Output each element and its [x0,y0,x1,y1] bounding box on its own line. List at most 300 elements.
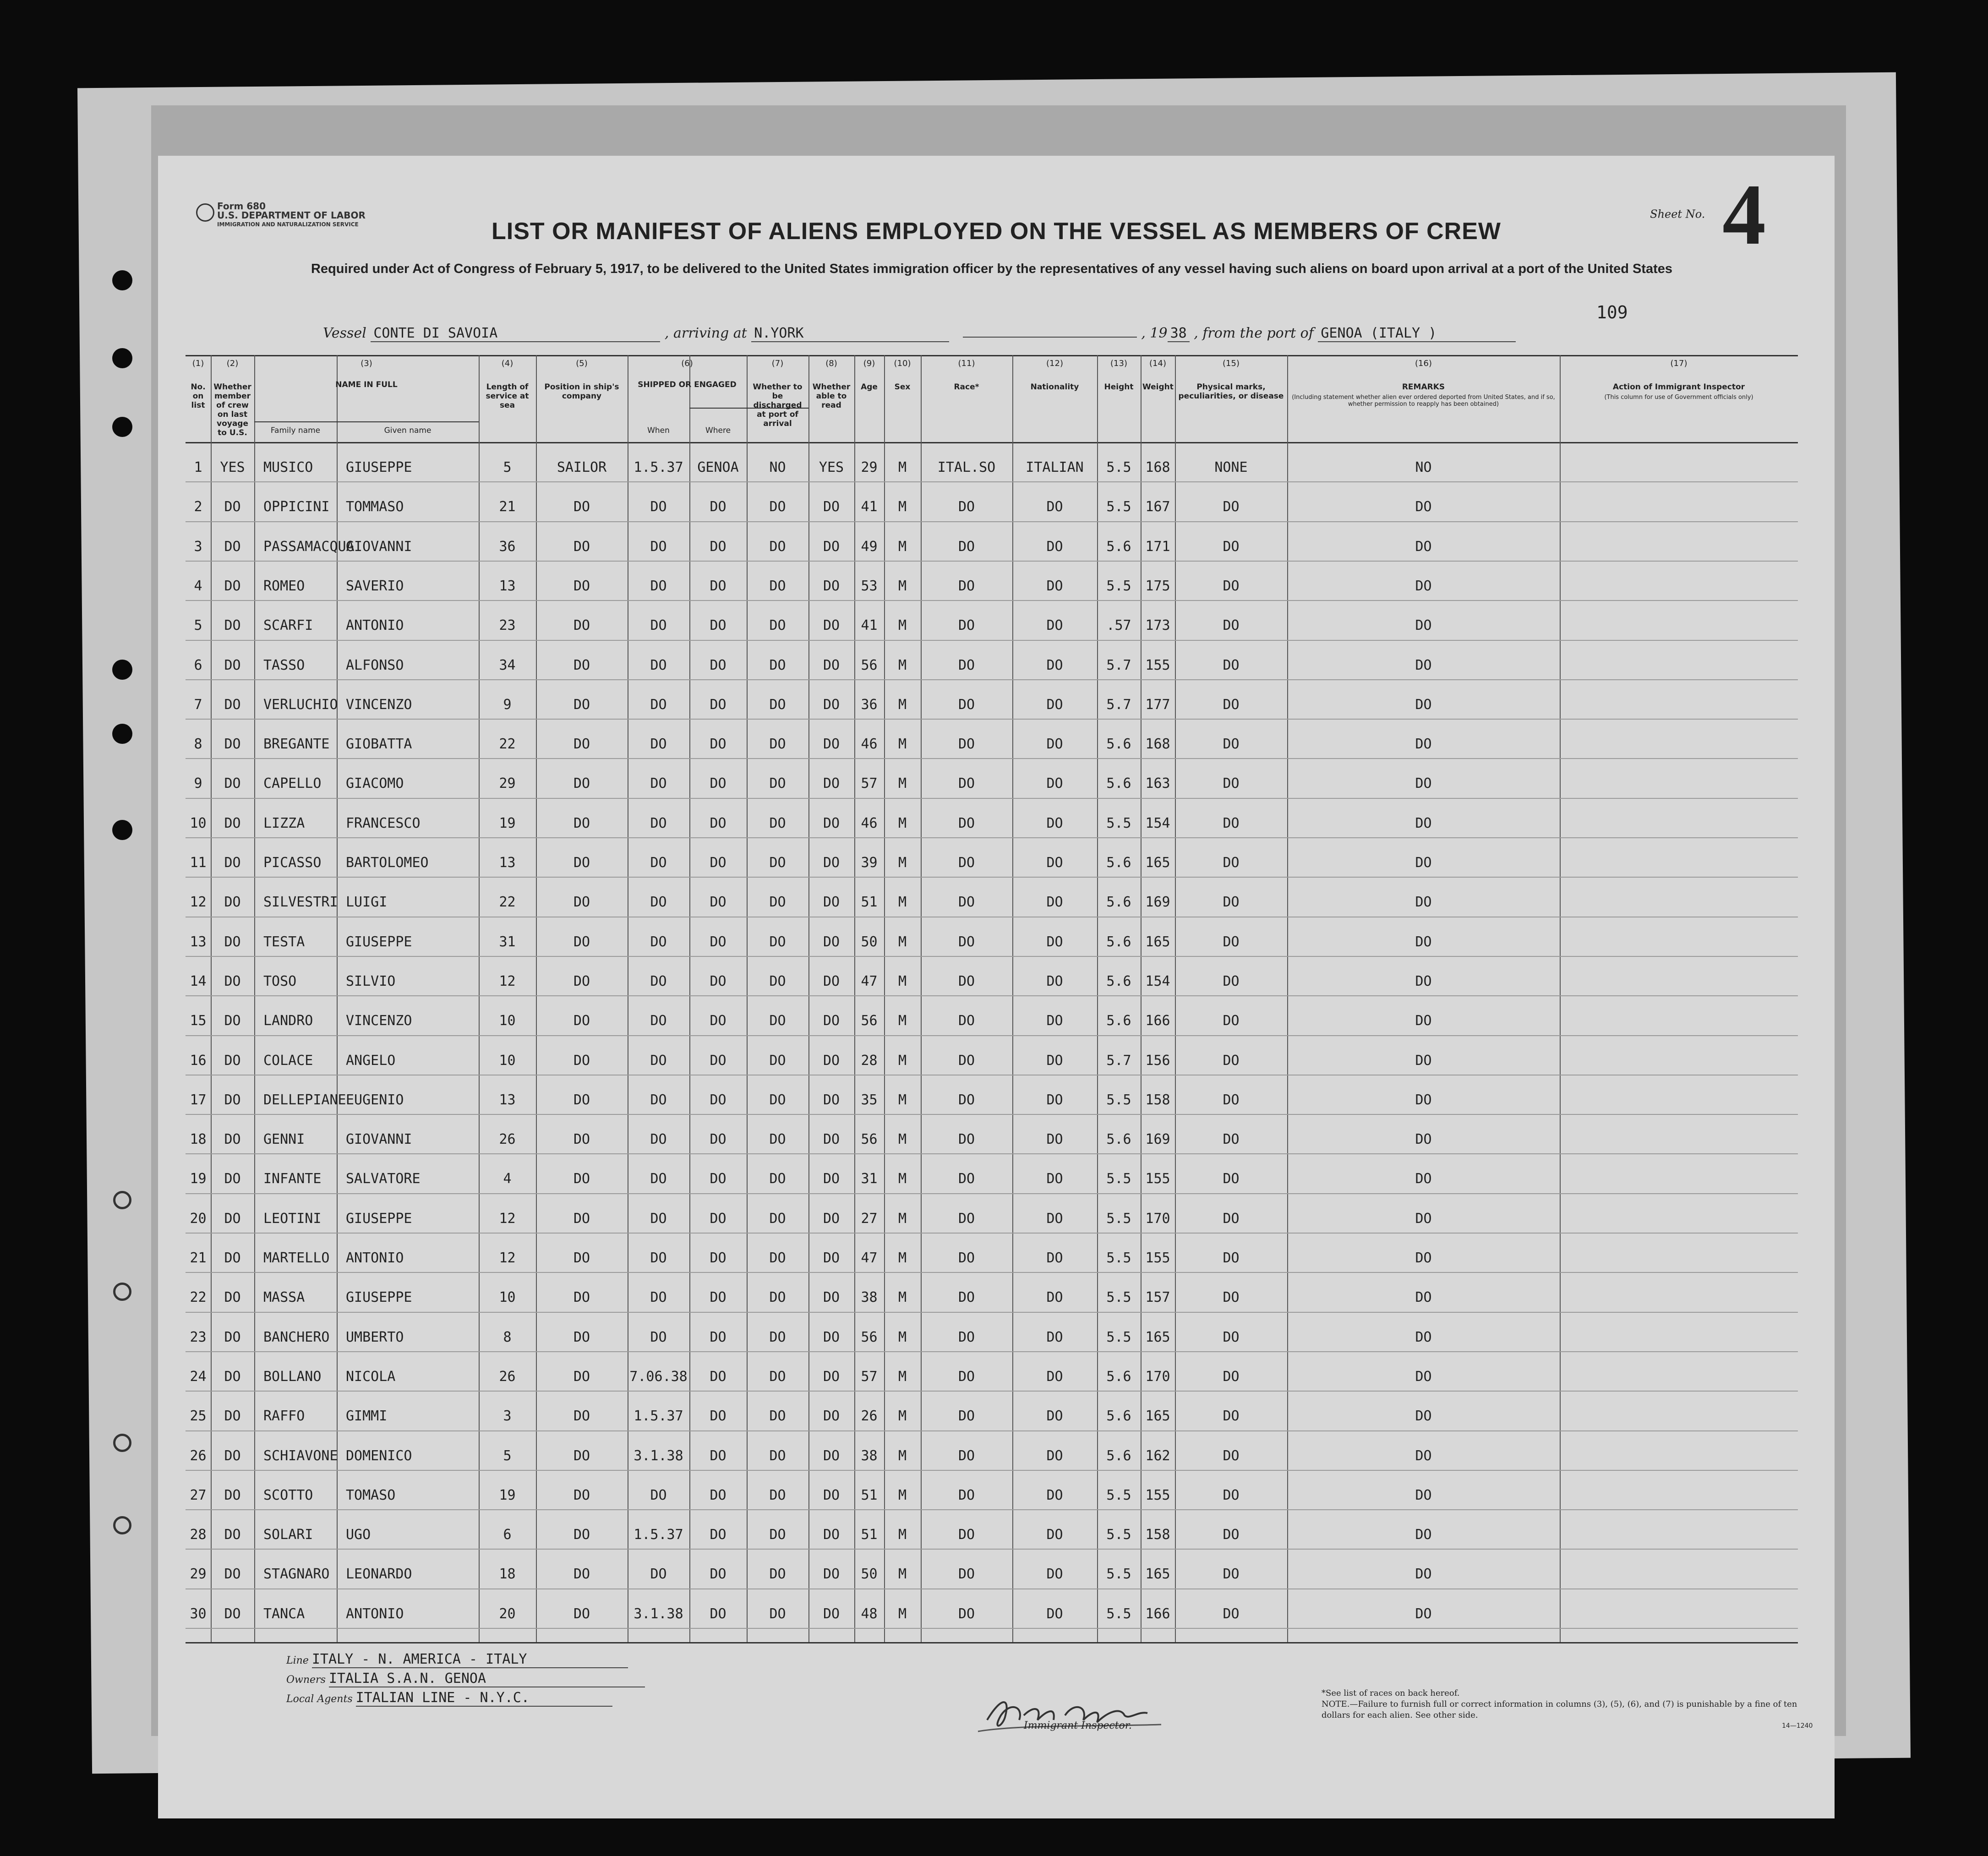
cell-service: 19 [499,1487,516,1503]
cell-prev: DO [224,1013,241,1029]
cell-position: DO [573,1092,590,1108]
cell-remarks: DO [1415,1250,1432,1266]
cell-sex: M [898,578,907,594]
cell-weight: 154 [1145,973,1170,989]
row-divider [186,1114,1798,1115]
cell-no: 14 [190,973,207,989]
cell-service: 9 [503,696,512,713]
cell-position: DO [573,1289,590,1306]
cell-no: 2 [194,499,202,515]
cell-remarks: DO [1415,815,1432,831]
cell-weight: 165 [1145,855,1170,871]
cell-height: 5.6 [1106,1131,1131,1148]
cell-family: OPPICINI [263,499,330,515]
cell-weight: 167 [1145,499,1170,515]
cell-given: GIUSEPPE [346,1210,412,1227]
cell-race: DO [958,1527,975,1543]
cell-read: DO [823,1131,840,1148]
punch-hole [112,417,132,437]
cell-race: DO [958,1368,975,1385]
cell-height: 5.6 [1106,1013,1131,1029]
cell-sex: M [898,657,907,673]
cell-service: 3 [503,1408,512,1425]
row-divider [186,798,1798,799]
cell-prev: DO [224,973,241,989]
cell-weight: 165 [1145,933,1170,950]
cell-sex: M [898,1052,907,1069]
cell-age: 35 [861,1092,878,1108]
column-number: (5) [576,359,588,368]
cell-marks: DO [1223,1250,1240,1266]
cell-race: DO [958,775,975,792]
cell-height: 5.6 [1106,1408,1131,1425]
cell-age: 56 [861,1131,878,1148]
cell-height: 5.6 [1106,1368,1131,1385]
cell-nationality: DO [1046,1289,1063,1306]
cell-sex: M [898,894,907,911]
blank-field [963,337,1137,338]
cell-remarks: DO [1415,973,1432,989]
cell-given: LUIGI [346,894,388,911]
cell-height: 5.7 [1106,696,1131,713]
cell-position: DO [573,1605,590,1622]
cell-when: DO [650,696,667,713]
cell-no: 19 [190,1171,207,1187]
column-number: (17) [1670,359,1688,368]
cell-no: 30 [190,1605,207,1622]
cell-where: DO [710,696,726,713]
cell-position: DO [573,973,590,989]
departure-port: GENOA (ITALY ) [1318,325,1516,342]
cell-weight: 165 [1145,1329,1170,1345]
cell-discharge: DO [769,1566,786,1583]
cell-when: DO [650,657,667,673]
cell-marks: DO [1223,1013,1240,1029]
cell-no: 9 [194,775,202,792]
cell-where: DO [710,775,726,792]
cell-read: DO [823,933,840,950]
cell-remarks: DO [1415,1368,1432,1385]
cell-no: 22 [190,1289,207,1306]
cell-age: 41 [861,617,878,634]
cell-when: DO [650,933,667,950]
cell-remarks: DO [1415,696,1432,713]
cell-position: DO [573,1250,590,1266]
cell-read: DO [823,815,840,831]
cell-marks: DO [1223,933,1240,950]
column-number: (11) [958,359,975,368]
cell-family: INFANTE [263,1171,322,1187]
owners-value: ITALIA S.A.N. GENOA [329,1670,645,1687]
cell-where: DO [710,1250,726,1266]
cell-read: DO [823,1013,840,1029]
cell-age: 56 [861,1013,878,1029]
cell-no: 24 [190,1368,207,1385]
cell-where: DO [710,1289,726,1306]
cell-marks: DO [1223,736,1240,753]
cell-where: DO [710,1527,726,1543]
cell-marks: DO [1223,1605,1240,1622]
cell-prev: DO [224,775,241,792]
column-number: (7) [771,359,784,368]
vessel-line [323,325,1516,342]
cell-nationality: DO [1046,1250,1063,1266]
cell-race: DO [958,736,975,753]
cell-height: 5.6 [1106,538,1131,555]
cell-discharge: DO [769,1605,786,1622]
cell-given: ANTONIO [346,1250,404,1266]
cell-family: DELLEPIANE [263,1092,346,1108]
cell-when: DO [650,1487,667,1503]
cell-no: 4 [194,578,202,594]
cell-race: DO [958,1171,975,1187]
cell-discharge: DO [769,775,786,792]
cell-prev: DO [224,1566,241,1583]
cell-weight: 169 [1145,1131,1170,1148]
cell-remarks: DO [1415,499,1432,515]
cell-sex: M [898,1250,907,1266]
cell-no: 16 [190,1052,207,1069]
cell-where: GENOA [697,459,739,475]
cell-height: 5.5 [1106,1289,1131,1306]
cell-prev: DO [224,578,241,594]
cell-position: DO [573,1447,590,1464]
cell-sex: M [898,933,907,950]
cell-when: DO [650,973,667,989]
cell-given: BARTOLOMEO [346,855,429,871]
cell-marks: DO [1223,1408,1240,1425]
column-header: Sex [894,382,911,392]
cell-nationality: DO [1046,1447,1063,1464]
cell-remarks: DO [1415,1447,1432,1464]
punch-hole [112,348,132,368]
cell-when: DO [650,1013,667,1029]
cell-height: 5.6 [1106,973,1131,989]
cell-height: 5.5 [1106,1210,1131,1227]
cell-weight: 166 [1145,1013,1170,1029]
cell-marks: DO [1223,1487,1240,1503]
cell-height: 5.6 [1106,736,1131,753]
cell-read: DO [823,1329,840,1345]
cell-discharge: DO [769,538,786,555]
cell-when: DO [650,499,667,515]
crew-table [186,355,1798,1642]
cell-sex: M [898,1171,907,1187]
cell-no: 6 [194,657,202,673]
cell-remarks: DO [1415,1092,1432,1108]
cell-given: GIUSEPPE [346,459,412,475]
punch-hole [113,1191,131,1209]
cell-read: DO [823,1527,840,1543]
cell-nationality: DO [1046,973,1063,989]
cell-age: 46 [861,815,878,831]
cell-nationality: DO [1046,894,1063,911]
cell-nationality: DO [1046,855,1063,871]
cell-sex: M [898,1329,907,1345]
cell-no: 20 [190,1210,207,1227]
cell-race: DO [958,1408,975,1425]
cell-race: DO [958,1605,975,1622]
row-divider [186,640,1798,641]
cell-position: DO [573,736,590,753]
cell-no: 8 [194,736,202,753]
cell-position: DO [573,578,590,594]
column-number: (4) [501,359,513,368]
inspector-label: Immigrant Inspector. [1024,1720,1132,1731]
cell-height: 5.6 [1106,775,1131,792]
cell-where: DO [710,1210,726,1227]
cell-weight: 155 [1145,1171,1170,1187]
cell-family: BANCHERO [263,1329,330,1345]
cell-where: DO [710,736,726,753]
cell-read: DO [823,1210,840,1227]
cell-when: 3.1.38 [634,1605,683,1622]
cell-service: 18 [499,1566,516,1583]
cell-given: UGO [346,1527,371,1543]
header-bottom-border [186,442,1798,443]
cell-read: DO [823,1566,840,1583]
cell-family: STAGNARO [263,1566,330,1583]
form-number: Form 680 [217,201,266,212]
cell-read: DO [823,578,840,594]
row-divider [186,837,1798,838]
cell-age: 28 [861,1052,878,1069]
column-divider [1560,355,1561,1642]
cell-marks: DO [1223,1368,1240,1385]
cell-read: DO [823,1408,840,1425]
cell-sex: M [898,855,907,871]
cell-service: 20 [499,1605,516,1622]
row-divider [186,1628,1798,1629]
cell-position: DO [573,1368,590,1385]
cell-nationality: DO [1046,499,1063,515]
cell-where: DO [710,538,726,555]
row-divider [186,521,1798,522]
cell-where: DO [710,1447,726,1464]
cell-service: 26 [499,1368,516,1385]
cell-no: 25 [190,1408,207,1425]
row-divider [186,1549,1798,1550]
cell-family: TASSO [263,657,305,673]
cell-height: 5.6 [1106,855,1131,871]
cell-sex: M [898,1487,907,1503]
cell-marks: DO [1223,578,1240,594]
column-header: NAME IN FULL [335,380,398,389]
cell-height: 5.7 [1106,1052,1131,1069]
cell-when: DO [650,1171,667,1187]
cell-position: DO [573,1052,590,1069]
cell-when: DO [650,1329,667,1345]
cell-discharge: DO [769,933,786,950]
cell-age: 27 [861,1210,878,1227]
cell-position: DO [573,1566,590,1583]
cell-remarks: DO [1415,1289,1432,1306]
line-label: Line [286,1655,309,1666]
cell-marks: DO [1223,775,1240,792]
cell-position: DO [573,1131,590,1148]
cell-remarks: DO [1415,855,1432,871]
cell-no: 11 [190,855,207,871]
cell-given: ANGELO [346,1052,396,1069]
cell-marks: DO [1223,1171,1240,1187]
races-note: *See list of races on back hereof. [1322,1688,1460,1698]
cell-when: DO [650,538,667,555]
page-number: 109 [1596,302,1628,322]
penalty-note: NOTE.—Failure to furnish full or correct information in columns (3), (5), (6), and (7) is punishable by a fine of ten dollars for each alien. See other side. [1322,1699,1797,1720]
cell-sex: M [898,499,907,515]
cell-read: DO [823,696,840,713]
cell-position: DO [573,933,590,950]
column-header: Weight [1142,382,1174,392]
year-label: , 19 [1141,325,1168,341]
cell-discharge: DO [769,1527,786,1543]
row-divider [186,1351,1798,1352]
column-header: Whether to be discharged at port of arrival [753,382,803,428]
cell-family: MASSA [263,1289,305,1306]
cell-age: 39 [861,855,878,871]
cell-no: 28 [190,1527,207,1543]
cell-discharge: DO [769,1289,786,1306]
cell-family: BREGANTE [263,736,330,753]
cell-nationality: DO [1046,1605,1063,1622]
cell-weight: 158 [1145,1092,1170,1108]
cell-read: DO [823,1171,840,1187]
cell-position: DO [573,1329,590,1345]
cell-when: DO [650,1289,667,1306]
cell-service: 12 [499,1210,516,1227]
cell-read: DO [823,1447,840,1464]
cell-family: MARTELLO [263,1250,330,1266]
cell-prev: DO [224,1447,241,1464]
cell-race: DO [958,1052,975,1069]
cell-age: 48 [861,1605,878,1622]
cell-family: LIZZA [263,815,305,831]
cell-no: 10 [190,815,207,831]
cell-marks: DO [1223,1052,1240,1069]
cell-race: DO [958,1210,975,1227]
cell-height: 5.5 [1106,1092,1131,1108]
column-subheader: Where [705,426,731,435]
name-subheader-line [254,421,479,422]
row-divider [186,1312,1798,1313]
cell-remarks: NO [1415,459,1432,475]
cell-race: DO [958,1013,975,1029]
cell-no: 3 [194,538,202,555]
cell-when: DO [650,1210,667,1227]
cell-marks: DO [1223,1210,1240,1227]
column-number: (13) [1110,359,1127,368]
cell-prev: DO [224,1289,241,1306]
cell-prev: DO [224,1408,241,1425]
column-number: (1) [192,359,204,368]
cell-age: 38 [861,1447,878,1464]
cell-service: 26 [499,1131,516,1148]
cell-service: 23 [499,617,516,634]
cell-marks: DO [1223,894,1240,911]
cell-age: 57 [861,1368,878,1385]
arriving-label: , arriving at [664,325,747,341]
cell-sex: M [898,696,907,713]
cell-service: 13 [499,1092,516,1108]
cell-sex: M [898,1368,907,1385]
cell-discharge: DO [769,1329,786,1345]
cell-remarks: DO [1415,1171,1432,1187]
cell-where: DO [710,815,726,831]
cell-family: CAPELLO [263,775,322,792]
cell-position: DO [573,657,590,673]
cell-nationality: DO [1046,617,1063,634]
cell-age: 29 [861,459,878,475]
cell-height: 5.5 [1106,815,1131,831]
cell-where: DO [710,1566,726,1583]
cell-no: 15 [190,1013,207,1029]
cell-prev: DO [224,1131,241,1148]
bureau-name: IMMIGRATION AND NATURALIZATION SERVICE [217,221,359,228]
cell-height: 5.5 [1106,1329,1131,1345]
cell-position: DO [573,855,590,871]
column-header: Nationality [1030,382,1079,392]
department-name: U.S. DEPARTMENT OF LABOR [217,210,366,221]
cell-prev: DO [224,1052,241,1069]
cell-weight: 177 [1145,696,1170,713]
cell-weight: 162 [1145,1447,1170,1464]
cell-read: YES [819,459,844,475]
cell-remarks: DO [1415,894,1432,911]
cell-given: SALVATORE [346,1171,421,1187]
cell-nationality: DO [1046,1092,1063,1108]
cell-when: DO [650,1250,667,1266]
cell-nationality: DO [1046,1566,1063,1583]
cell-discharge: DO [769,1092,786,1108]
vessel-label: Vessel [323,325,366,341]
cell-weight: 155 [1145,657,1170,673]
cell-nationality: DO [1046,696,1063,713]
column-number: (12) [1046,359,1063,368]
cell-weight: 168 [1145,736,1170,753]
cell-marks: DO [1223,617,1240,634]
cell-given: FRANCESCO [346,815,421,831]
cell-given: NICOLA [346,1368,396,1385]
cell-remarks: DO [1415,617,1432,634]
punch-hole [113,1434,131,1452]
cell-where: DO [710,973,726,989]
cell-position: DO [573,1408,590,1425]
row-divider [186,1153,1798,1154]
cell-service: 21 [499,499,516,515]
cell-height: 5.7 [1106,657,1131,673]
column-number: (10) [894,359,911,368]
row-divider [186,719,1798,720]
cell-family: PASSAMACQUA [263,538,355,555]
cell-weight: 155 [1145,1250,1170,1266]
cell-family: GENNI [263,1131,305,1148]
cell-marks: DO [1223,973,1240,989]
table-bottom-border [186,1642,1798,1643]
cell-service: 22 [499,736,516,753]
year: 38 [1168,325,1190,342]
cell-when: DO [650,1092,667,1108]
cell-when: DO [650,775,667,792]
cell-position: DO [573,1171,590,1187]
cell-age: 56 [861,1329,878,1345]
cell-discharge: DO [769,1171,786,1187]
cell-sex: M [898,815,907,831]
cell-age: 57 [861,775,878,792]
cell-sex: M [898,1447,907,1464]
column-header: REMARKS [1402,382,1445,392]
cell-remarks: DO [1415,538,1432,555]
cell-discharge: DO [769,1210,786,1227]
